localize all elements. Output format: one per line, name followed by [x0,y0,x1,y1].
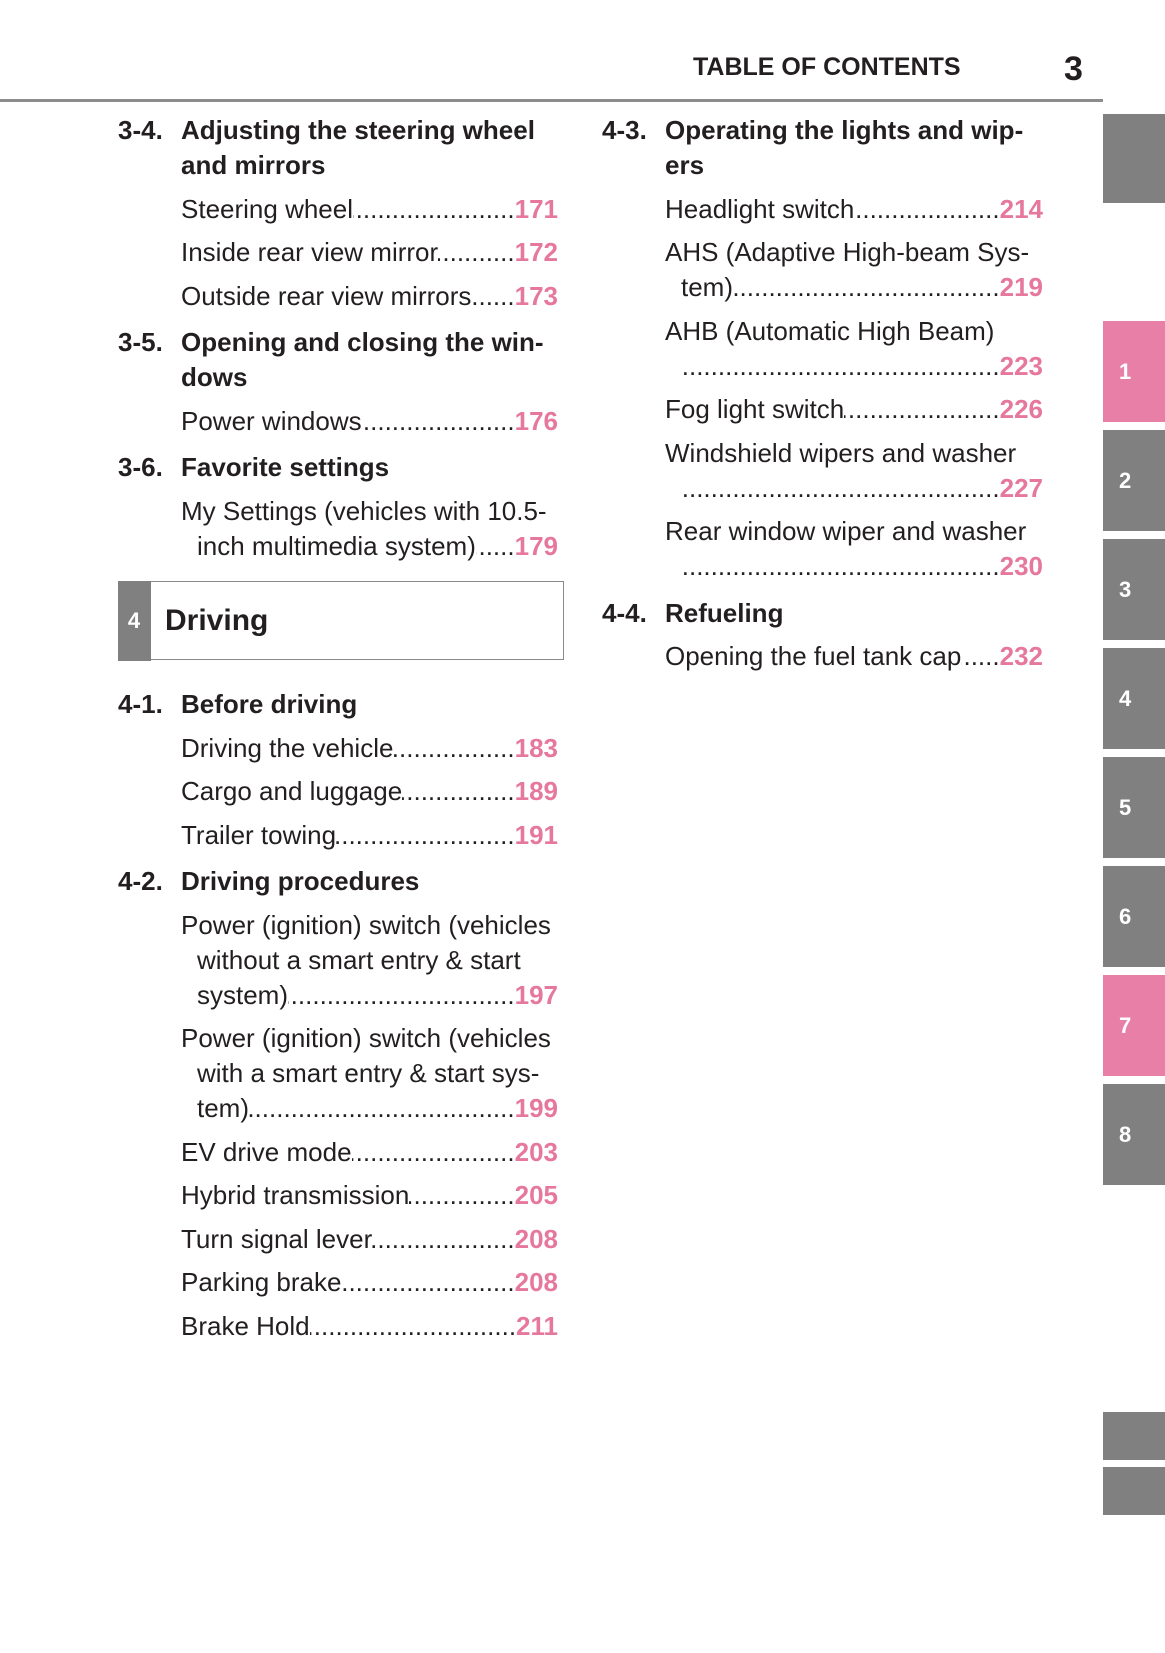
section-title-line: and mirrors [181,150,326,180]
tab-label: 4 [1119,685,1132,711]
page-number-link[interactable]: 189 [514,776,558,806]
section-3-6 [118,450,558,564]
toc-column-right [602,113,1043,674]
toc-entry-windshield-wipers[interactable] [665,436,1043,506]
dot-leader [249,1091,515,1126]
dot-leader [681,549,1000,584]
toc-entry-fog-light-switch[interactable] [665,392,1043,427]
entry-line [665,349,1043,384]
section-3-4 [118,113,558,314]
dot-leader [310,1309,516,1344]
thumb-tab-chapter-6[interactable] [1103,866,1165,967]
entry-line: with a smart entry & start sys- [197,1058,540,1088]
toc-entry-ev-drive-mode[interactable] [181,1135,558,1170]
chapter-number: 4 [127,607,141,633]
entry-label: Headlight switch [665,193,855,224]
thumb-tab-blank-bottom-2 [1103,1467,1165,1515]
dot-leader [341,1265,514,1300]
page-number-link[interactable]: 232 [999,641,1043,671]
dot-leader [681,471,1000,506]
toc-column-left-bottom [118,687,558,1344]
entry-line: Rear window wiper and washer [665,516,1027,546]
section-title [181,687,558,722]
toc-entry-trailer-towing[interactable] [181,818,558,853]
entry-line: AHB (Automatic High Beam) [665,315,995,346]
page-number-link[interactable]: 208 [514,1223,558,1254]
section-title-line: Opening and closing the win- [181,327,544,357]
entry-line [181,1178,558,1213]
dot-leader [438,235,514,270]
page-number-link[interactable]: 171 [514,193,558,224]
entry-line: without a smart entry & start [197,944,521,975]
thumb-tab-chapter-4[interactable] [1103,648,1165,749]
section-4-3 [602,113,1043,584]
entry-line [181,529,558,564]
dot-leader [288,978,515,1013]
page-number-link[interactable]: 205 [514,1180,558,1210]
dot-leader [409,1178,514,1213]
toc-entry-power-switch-without-smart-entry[interactable] [181,908,558,1013]
entry-label: Fog light switch [665,394,845,424]
section-title-line: Favorite settings [181,452,390,482]
page-number-link[interactable]: 208 [514,1267,558,1297]
section-number: 4-4. [602,597,647,628]
thumb-tab-blank-top [1103,114,1165,203]
entry-label: Opening the fuel tank cap [665,641,962,671]
section-title [181,450,558,485]
chapter-title: Driving [165,603,269,637]
page-number-link[interactable]: 173 [514,280,558,311]
section-title-line: Refueling [665,597,784,628]
chapter-heading [118,581,564,660]
entry-line [181,978,558,1013]
page-number-link[interactable]: 211 [516,1310,558,1341]
section-title-line: dows [181,362,248,392]
tab-label: 1 [1119,358,1132,384]
toc-entry-driving-the-vehicle[interactable] [181,731,558,766]
section-number: 3-6. [118,452,163,482]
entry-line: AHS (Adaptive High-beam Sys- [665,237,1030,267]
entry-label: Steering wheel [181,193,353,224]
dot-leader [352,1135,515,1170]
section-4-1 [118,687,558,853]
page-number-link[interactable]: 219 [999,272,1043,302]
dot-leader [476,529,515,564]
thumb-tab-chapter-1[interactable] [1103,321,1165,422]
page-number-link[interactable]: 172 [514,237,558,267]
toc-entry-headlight-switch[interactable] [665,192,1043,227]
tab-label: 7 [1119,1012,1132,1038]
toc-entry-fuel-tank-cap[interactable] [665,639,1043,674]
section-title-line: Operating the lights and wip- [665,115,1024,145]
section-4-4 [602,596,1043,675]
thumb-tab-chapter-3[interactable] [1103,539,1165,640]
entry-label: Driving the vehicle [181,732,394,763]
toc-entry-steering-wheel[interactable] [181,192,558,227]
toc-entry-outside-rear-view-mirrors[interactable] [181,279,558,314]
entry-label: Outside rear view mirrors [181,280,472,311]
entry-label: Inside rear view mirror [181,237,439,267]
entry-line [665,192,1043,227]
page-number-link[interactable]: 223 [999,350,1043,381]
dot-leader [393,731,514,766]
page-header-title: TABLE OF CONTENTS [693,53,961,81]
entry-label: Turn signal lever [181,1223,373,1254]
section-title [181,864,558,899]
page-number-link[interactable]: 226 [999,394,1043,424]
entry-label: inch multimedia system) [197,530,476,561]
entry-line: Power (ignition) switch (vehicles [181,1023,551,1053]
entry-line [665,549,1043,584]
tab-label: 6 [1119,903,1132,929]
section-number: 3-5. [118,327,163,357]
thumb-tab-chapter-2[interactable] [1103,430,1165,531]
page-number-link[interactable]: 197 [514,979,558,1010]
section-title-line: Adjusting the steering wheel [181,115,535,145]
thumb-tab-chapter-7[interactable] [1103,975,1165,1076]
entry-label: Brake Hold [181,1310,310,1341]
toc-entry-rear-window-wiper[interactable] [665,514,1043,584]
toc-entry-power-windows[interactable] [181,404,558,439]
page-number-link[interactable]: 203 [514,1136,558,1167]
section-3-5 [118,325,558,439]
page-number-link[interactable]: 176 [514,405,558,436]
toc-column-left-top [118,113,558,564]
page-number-link[interactable]: 227 [999,472,1043,503]
entry-line: My Settings (vehicles with 10.5- [181,495,547,526]
section-title [665,596,1043,631]
entry-label: Trailer towing [181,819,337,850]
dot-leader [362,404,515,439]
toc-entry-turn-signal-lever[interactable] [181,1222,558,1257]
entry-label: Parking brake [181,1267,342,1297]
tab-label: 2 [1119,467,1132,493]
toc-entry-cargo-and-luggage[interactable] [181,774,558,809]
toc-entry-inside-rear-view-mirror[interactable] [181,235,558,270]
section-title [181,113,558,183]
toc-entry-my-settings[interactable] [181,494,558,564]
tab-label: 3 [1119,576,1132,602]
toc-entry-brake-hold[interactable] [181,1309,558,1344]
entry-label: tem) [681,272,733,302]
dot-leader [681,349,1000,384]
entry-line [665,392,1043,427]
page-number-link[interactable]: 183 [514,732,558,763]
entry-label: Power windows [181,405,362,436]
page-number-link[interactable]: 230 [999,551,1043,581]
dot-leader [854,192,999,227]
page-number-link[interactable]: 214 [999,193,1043,224]
entry-line: Windshield wipers and washer [665,437,1017,468]
header-divider [0,99,1103,102]
chapter-number-badge [118,581,151,661]
entry-label: tem) [197,1093,249,1123]
entry-line [181,731,558,766]
dot-leader [402,774,514,809]
toc-entry-ahs[interactable] [665,235,1043,305]
section-number: 4-3. [602,115,647,145]
entry-label: system) [197,979,288,1010]
section-title-line: ers [665,150,705,180]
dot-leader [372,1222,514,1257]
entry-line [181,774,558,809]
toc-entry-hybrid-transmission[interactable] [181,1178,558,1213]
entry-line [181,1135,558,1170]
thumb-tab-chapter-5[interactable] [1103,757,1165,858]
entry-line [181,192,558,227]
toc-entry-parking-brake[interactable] [181,1265,558,1300]
entry-line [181,235,558,270]
dot-leader [336,818,515,853]
entry-line [665,270,1043,305]
entry-line [181,279,558,314]
section-4-2 [118,864,558,1344]
toc-entry-ahb[interactable] [665,314,1043,384]
entry-line [665,471,1043,506]
tab-label: 5 [1119,794,1132,820]
section-title [181,325,558,395]
entry-line [181,818,558,853]
entry-line [181,404,558,439]
dot-leader [844,392,999,427]
section-title [665,113,1043,183]
entry-line [181,1091,558,1126]
entry-label: Cargo and luggage [181,776,403,806]
page-number-link[interactable]: 191 [514,819,558,850]
dot-leader [353,192,515,227]
dot-leader [961,639,999,674]
entry-line [181,1265,558,1300]
section-number: 4-1. [118,689,163,719]
page-number-link[interactable]: 199 [514,1093,558,1123]
toc-entry-power-switch-with-smart-entry[interactable] [181,1021,558,1126]
section-title-line: Driving procedures [181,866,420,896]
dot-leader [733,270,1000,305]
dot-leader [471,279,514,314]
entry-line: Power (ignition) switch (vehicles [181,909,551,940]
page-number: 3 [1064,50,1083,88]
section-title-line: Before driving [181,689,358,719]
tab-label: 8 [1119,1121,1132,1147]
thumb-tab-blank-bottom-1 [1103,1412,1165,1460]
thumb-tab-chapter-8[interactable] [1103,1084,1165,1185]
entry-line [181,1222,558,1257]
entry-line [181,1309,558,1344]
entry-line [665,639,1043,674]
entry-label: Hybrid transmission [181,1180,410,1210]
entry-label: EV drive mode [181,1136,352,1167]
page-number-link[interactable]: 179 [514,530,558,561]
section-number: 3-4. [118,115,163,145]
section-number: 4-2. [118,866,163,896]
